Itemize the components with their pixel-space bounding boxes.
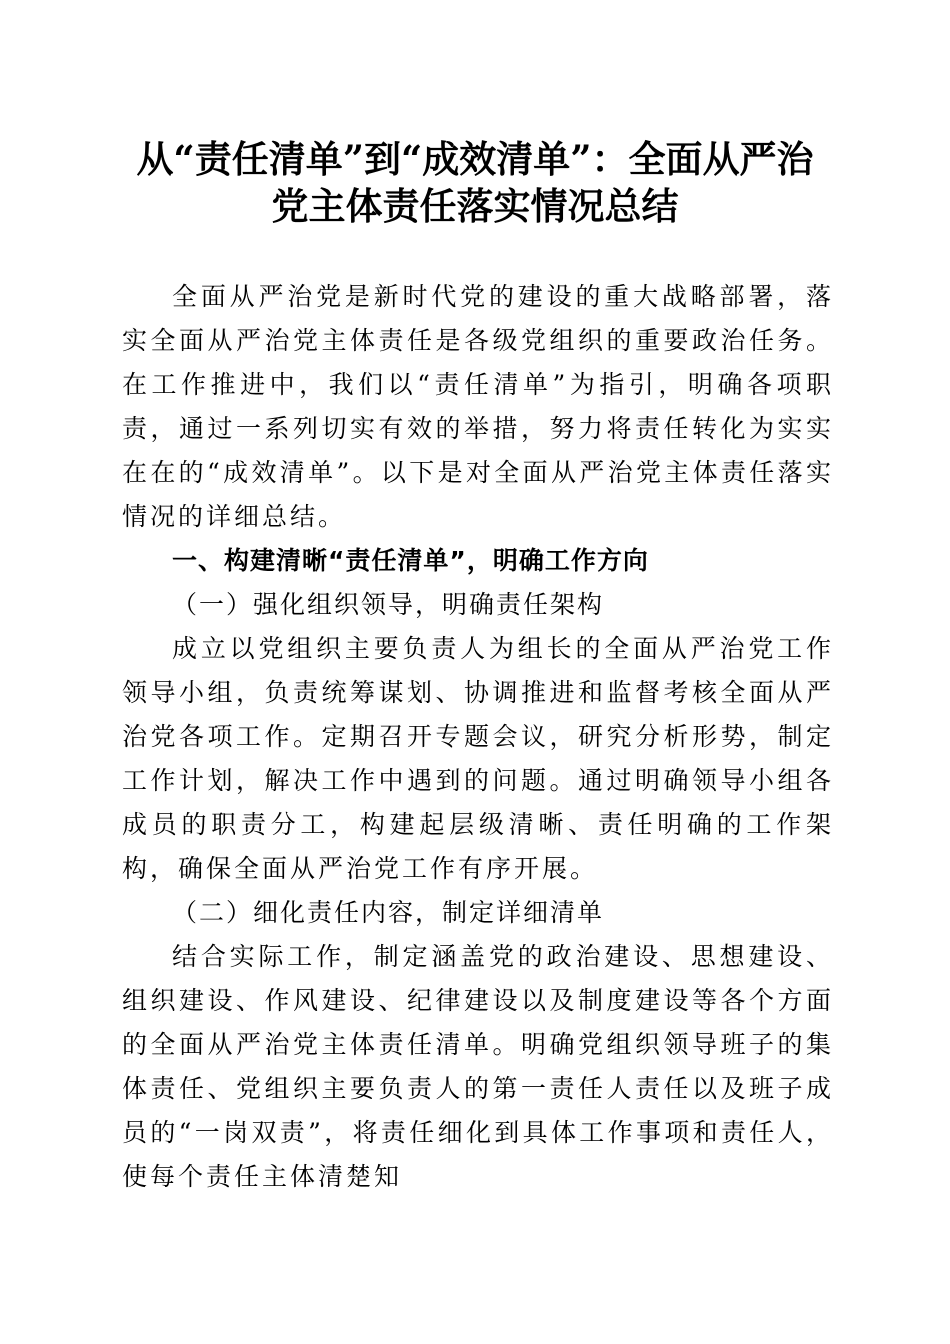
subsection-1-paragraph: 成立以党组织主要负责人为组长的全面从严治党工作领导小组，负责统筹谋划、协调推进和监督考核全面从严治党各项工作。定期召开专题会议，研究分析形势，制定工作计划，解决工作中遇到的问题。通过明确领导小组各成员的职责分工，构建起层级清晰、责任明确的工作架构，确保全面从严治党工作有序开展。	[122, 634, 834, 883]
subsection-2-paragraph: 结合实际工作，制定涵盖党的政治建设、思想建设、组织建设、作风建设、纪律建设以及制度建设等各个方面的全面从严治党主体责任清单。明确党组织领导班子的集体责任、党组织主要负责人的第一责任人责任以及班子成员的“一岗双责”，将责任细化到具体工作事项和责任人，使每个责任主体清楚知	[122, 942, 834, 1191]
document-title-line-1: 从“责任清单”到“成效清单”：全面从严治	[136, 137, 814, 181]
document-body	[122, 275, 834, 1199]
section-1-heading: 一、构建清晰“责任清单”，明确工作方向	[172, 546, 649, 575]
subsection-2-heading: （二）细化责任内容，制定详细清单	[172, 898, 605, 927]
document-title-line-2: 党主体责任落实情况总结	[271, 184, 679, 228]
subsection-1-heading: （一）强化组织领导，明确责任架构	[172, 590, 605, 619]
intro-paragraph: 全面从严治党是新时代党的建设的重大战略部署，落实全面从严治党主体责任是各级党组织的重要政治任务。在工作推进中，我们以“责任清单”为指引，明确各项职责，通过一系列切实有效的举措，努力将责任转化为实实在在的“成效清单”。以下是对全面从严治党主体责任落实情况的详细总结。	[122, 282, 834, 531]
